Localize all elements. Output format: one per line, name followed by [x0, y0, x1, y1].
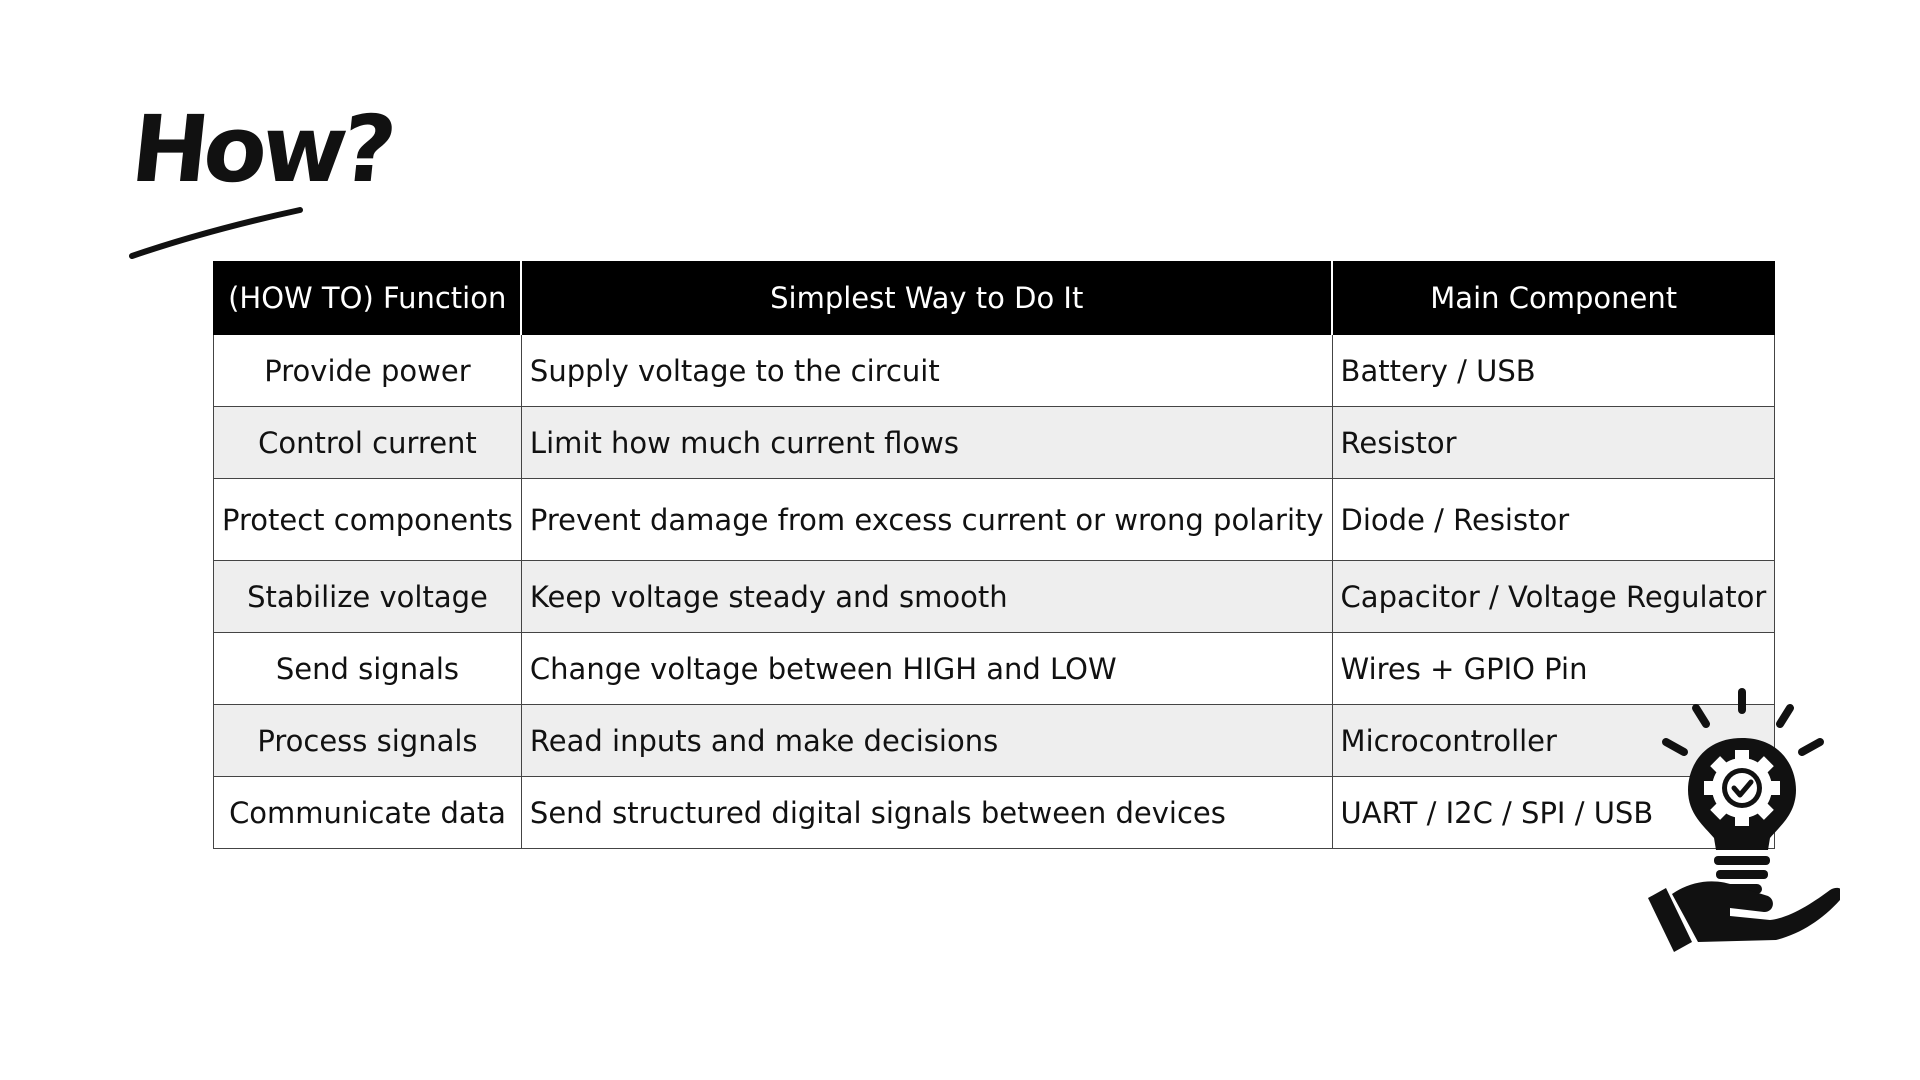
cell-component: UART / I2C / SPI / USB [1332, 777, 1775, 849]
table-row [214, 705, 1775, 777]
table-row [214, 479, 1775, 561]
hand-holding-lightbulb-gear-icon [1600, 680, 1840, 970]
cell-way: Read inputs and make decisions [521, 705, 1332, 777]
header-component: Main Component [1332, 262, 1775, 335]
page-title: How? [126, 96, 397, 203]
cell-component: Wires + GPIO Pin [1332, 633, 1775, 705]
cell-way: Change voltage between HIGH and LOW [521, 633, 1332, 705]
cell-component: Battery / USB [1332, 335, 1775, 407]
cell-function: Protect components [214, 479, 522, 561]
table-row [214, 407, 1775, 479]
cell-component: Diode / Resistor [1332, 479, 1775, 561]
cell-function: Provide power [214, 335, 522, 407]
table-row [214, 561, 1775, 633]
cell-function: Stabilize voltage [214, 561, 522, 633]
table-row [214, 777, 1775, 849]
header-way: Simplest Way to Do It [521, 262, 1332, 335]
cell-component: Capacitor / Voltage Regulator [1332, 561, 1775, 633]
cell-function: Send signals [214, 633, 522, 705]
function-table [213, 261, 1775, 849]
cell-component: Microcontroller [1332, 705, 1775, 777]
cell-function: Control current [214, 407, 522, 479]
cell-way: Send structured digital signals between devices [521, 777, 1332, 849]
title-block [126, 96, 397, 264]
cell-component: Resistor [1332, 407, 1775, 479]
table-row [214, 633, 1775, 705]
cell-way: Limit how much current flows [521, 407, 1332, 479]
cell-way: Supply voltage to the circuit [521, 335, 1332, 407]
table-row [214, 335, 1775, 407]
cell-way: Keep voltage steady and smooth [521, 561, 1332, 633]
table-header-row [214, 262, 1775, 335]
cell-way: Prevent damage from excess current or wrong polarity [521, 479, 1332, 561]
header-function: (HOW TO) Function [214, 262, 522, 335]
cell-function: Communicate data [214, 777, 522, 849]
cell-function: Process signals [214, 705, 522, 777]
